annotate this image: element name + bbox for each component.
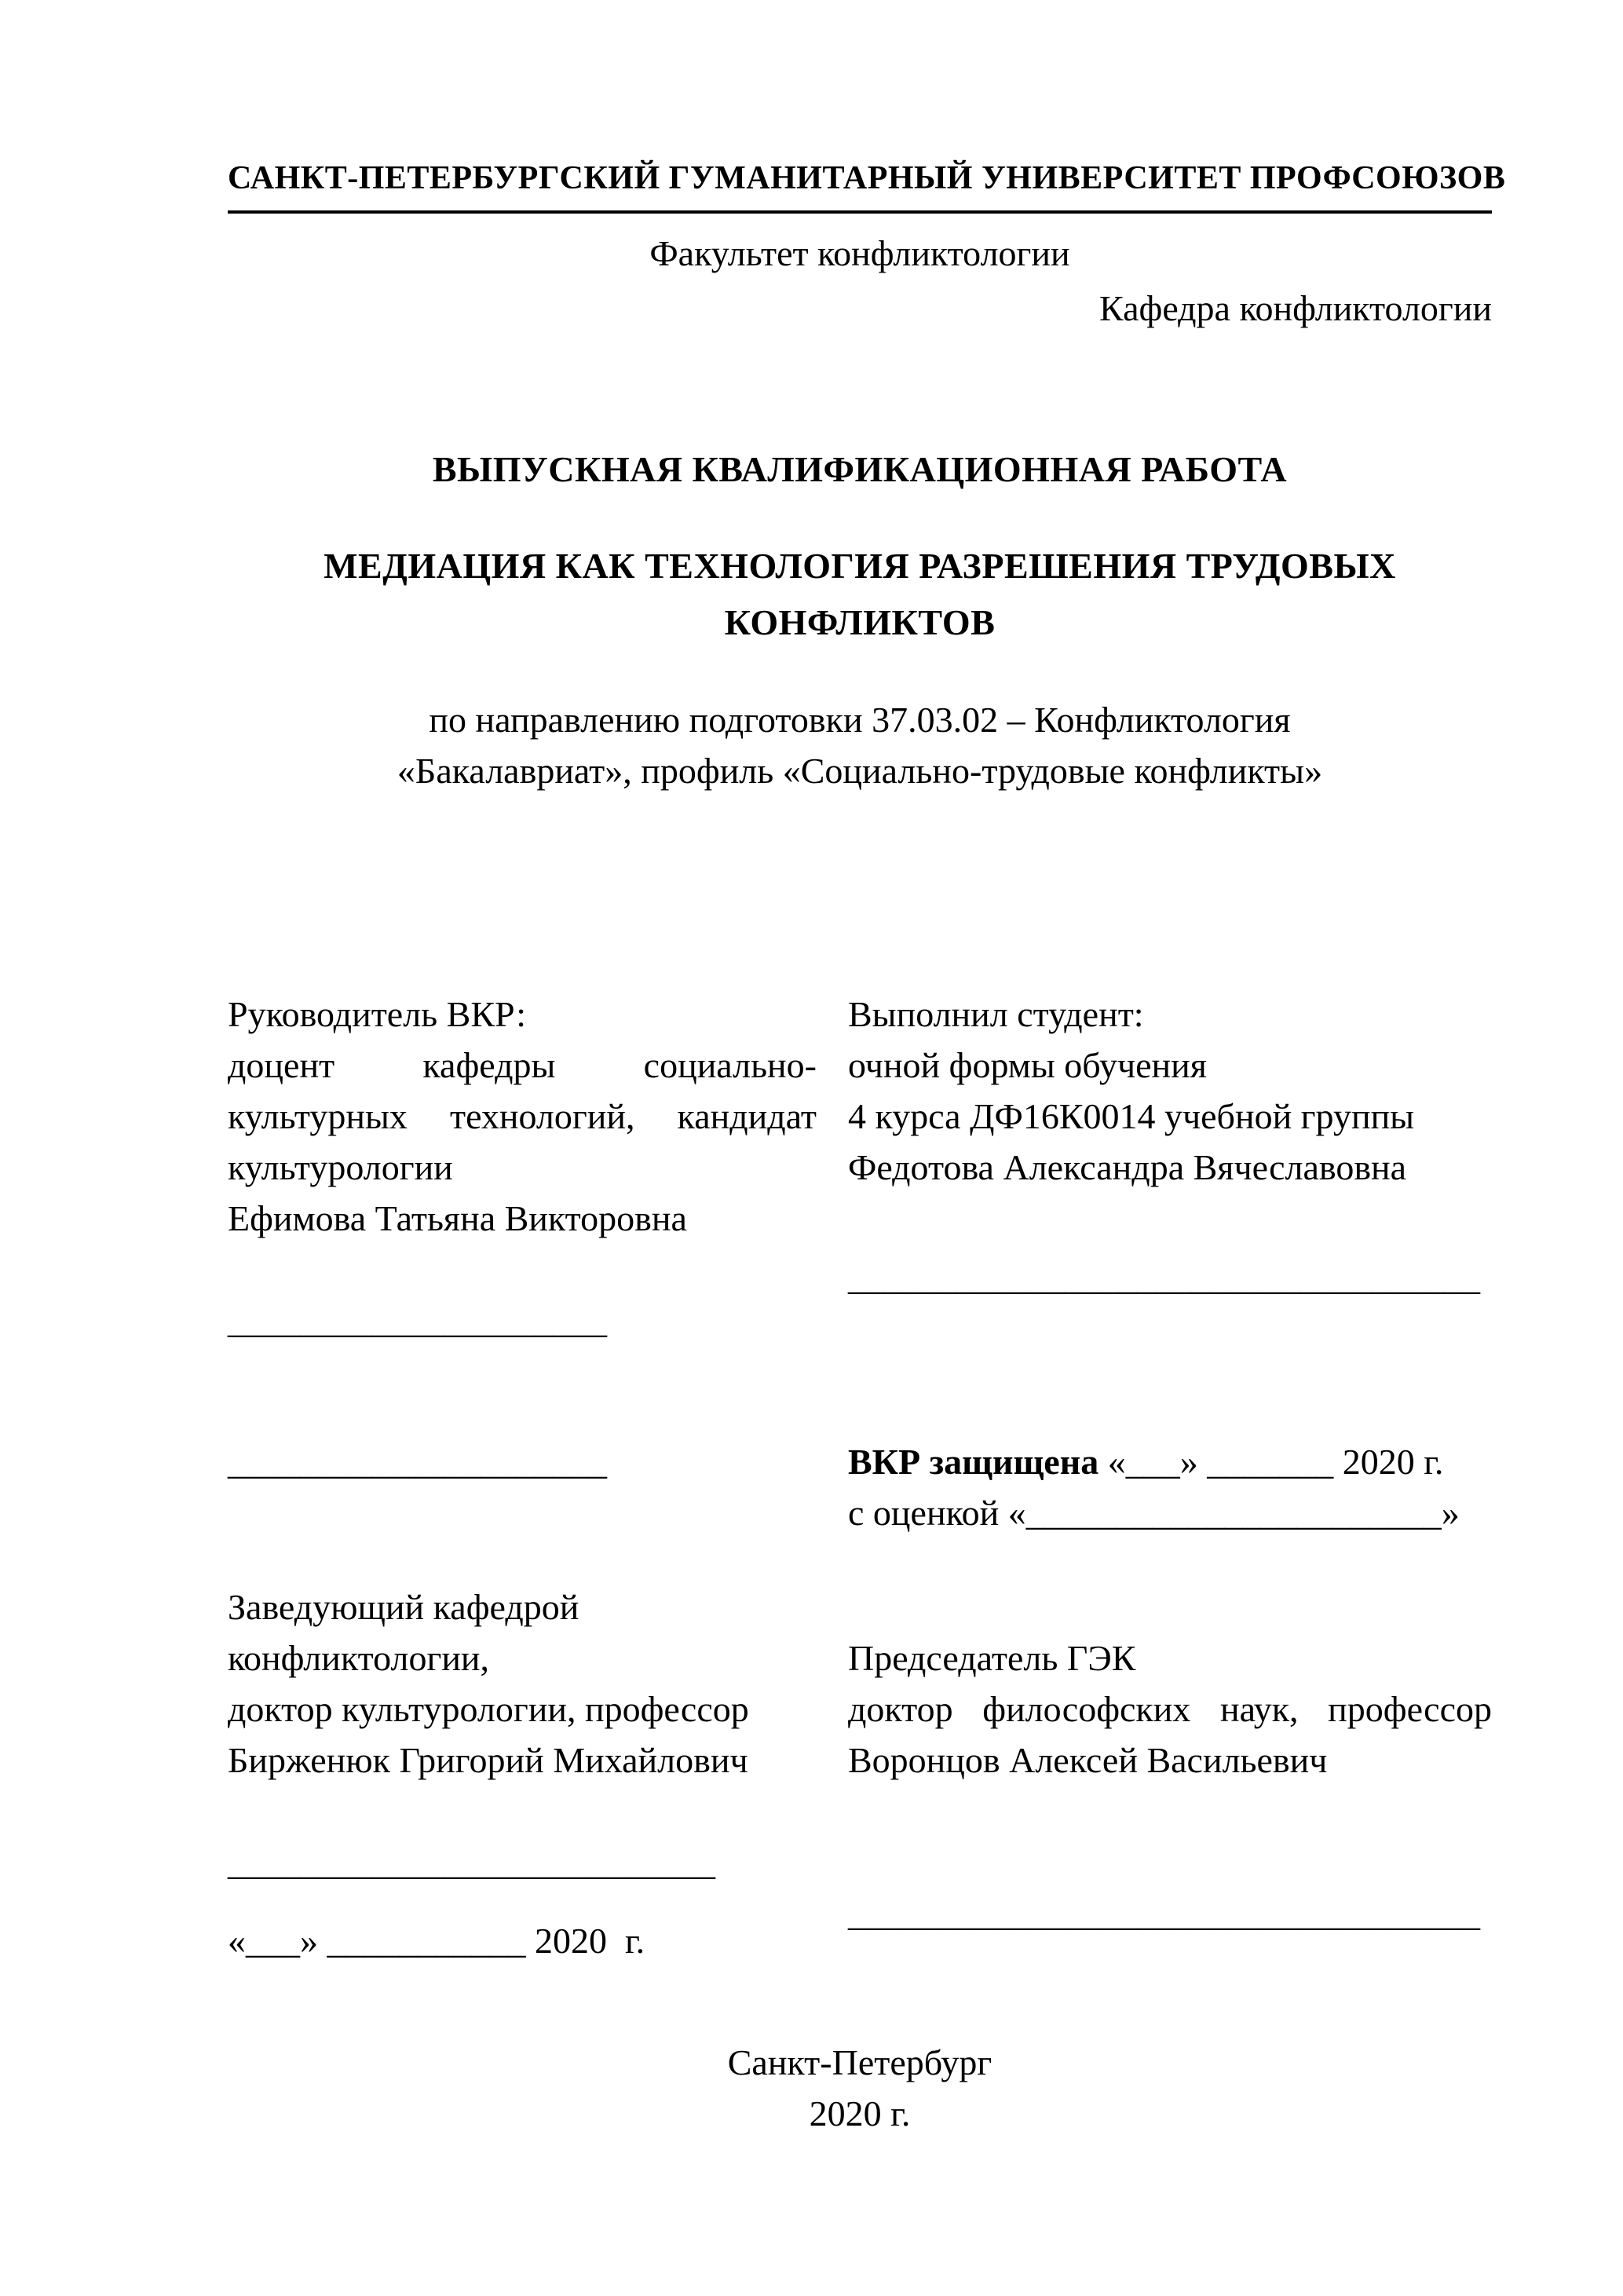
department-line: Кафедра конфликтологии	[1099, 288, 1492, 328]
direction-block	[228, 694, 1492, 796]
supervisor-position-line-3: культурологии	[228, 1147, 453, 1187]
defense-date: «___» _______ 2020 г.	[1098, 1442, 1444, 1482]
thesis-title: МЕДИАЦИЯ КАК ТЕХНОЛОГИЯ РАЗРЕШЕНИЯ ТРУДОВЫХ КОНФЛИКТОВ	[324, 546, 1396, 642]
direction-line-1: по направлению подготовки 37.03.02 – Конфликтология	[429, 700, 1291, 740]
department-head-block	[228, 1581, 817, 1786]
chairman-block	[848, 1632, 1492, 1786]
signature-columns	[228, 989, 1492, 1966]
city-line: Санкт-Петербург	[727, 2042, 992, 2082]
year-line: 2020 г.	[809, 2093, 911, 2133]
student-column	[848, 989, 1492, 1966]
student-label: Выполнил студент:	[848, 994, 1144, 1034]
supervisor-column	[228, 989, 817, 1966]
head-line-1: Заведующий кафедрой	[228, 1587, 579, 1627]
signature-line: ___________________________________	[848, 1257, 1480, 1297]
supervisor-name: Ефимова Татьяна Викторовна	[228, 1198, 687, 1238]
signature-line: ___________________________________	[848, 1893, 1480, 1933]
university-name: САНКТ-ПЕТЕРБУРГСКИЙ ГУМАНИТАРНЫЙ УНИВЕРСИТЕТ ПРОФСОЮЗОВ	[228, 153, 1492, 214]
chairman-line-2: доктор философских наук, профессор	[848, 1689, 1492, 1729]
faculty-line: Факультет конфликтологии	[649, 233, 1070, 273]
signature-line: _____________________	[228, 1442, 607, 1482]
supervisor-position-line-2: культурных технологий, кандидат	[228, 1096, 817, 1136]
date-line: «___» ___________ 2020 г.	[228, 1921, 645, 1961]
footer	[228, 2037, 1492, 2139]
chairman-line-3: Воронцов Алексей Васильевич	[848, 1740, 1328, 1780]
defense-label: ВКР защищена	[848, 1442, 1099, 1482]
signature-line: _____________________	[228, 1300, 607, 1340]
head-line-3: доктор культурологии, профессор	[228, 1689, 749, 1729]
defense-line	[848, 1436, 1492, 1487]
signature-line: ___________________________	[228, 1842, 715, 1882]
supervisor-position-line-1: доцент кафедры социально-	[228, 1045, 817, 1085]
supervisor-label: Руководитель ВКР:	[228, 994, 527, 1034]
direction-line-2: «Бакалавриат», профиль «Социально-трудовые конфликты»	[397, 751, 1323, 791]
work-type-heading: ВЫПУСКНАЯ КВАЛИФИКАЦИОННАЯ РАБОТА	[432, 449, 1288, 489]
student-line-2: 4 курса ДФ16К0014 учебной группы	[848, 1096, 1415, 1136]
chairman-line-1: Председатель ГЭК	[848, 1638, 1136, 1678]
student-line-1: очной формы обучения	[848, 1045, 1207, 1085]
head-line-2: конфликтологии,	[228, 1638, 490, 1678]
grade-line: с оценкой «_______________________»	[848, 1493, 1460, 1533]
head-line-4: Бирженюк Григорий Михайлович	[228, 1740, 748, 1780]
student-line-3: Федотова Александра Вячеславовна	[848, 1147, 1407, 1187]
